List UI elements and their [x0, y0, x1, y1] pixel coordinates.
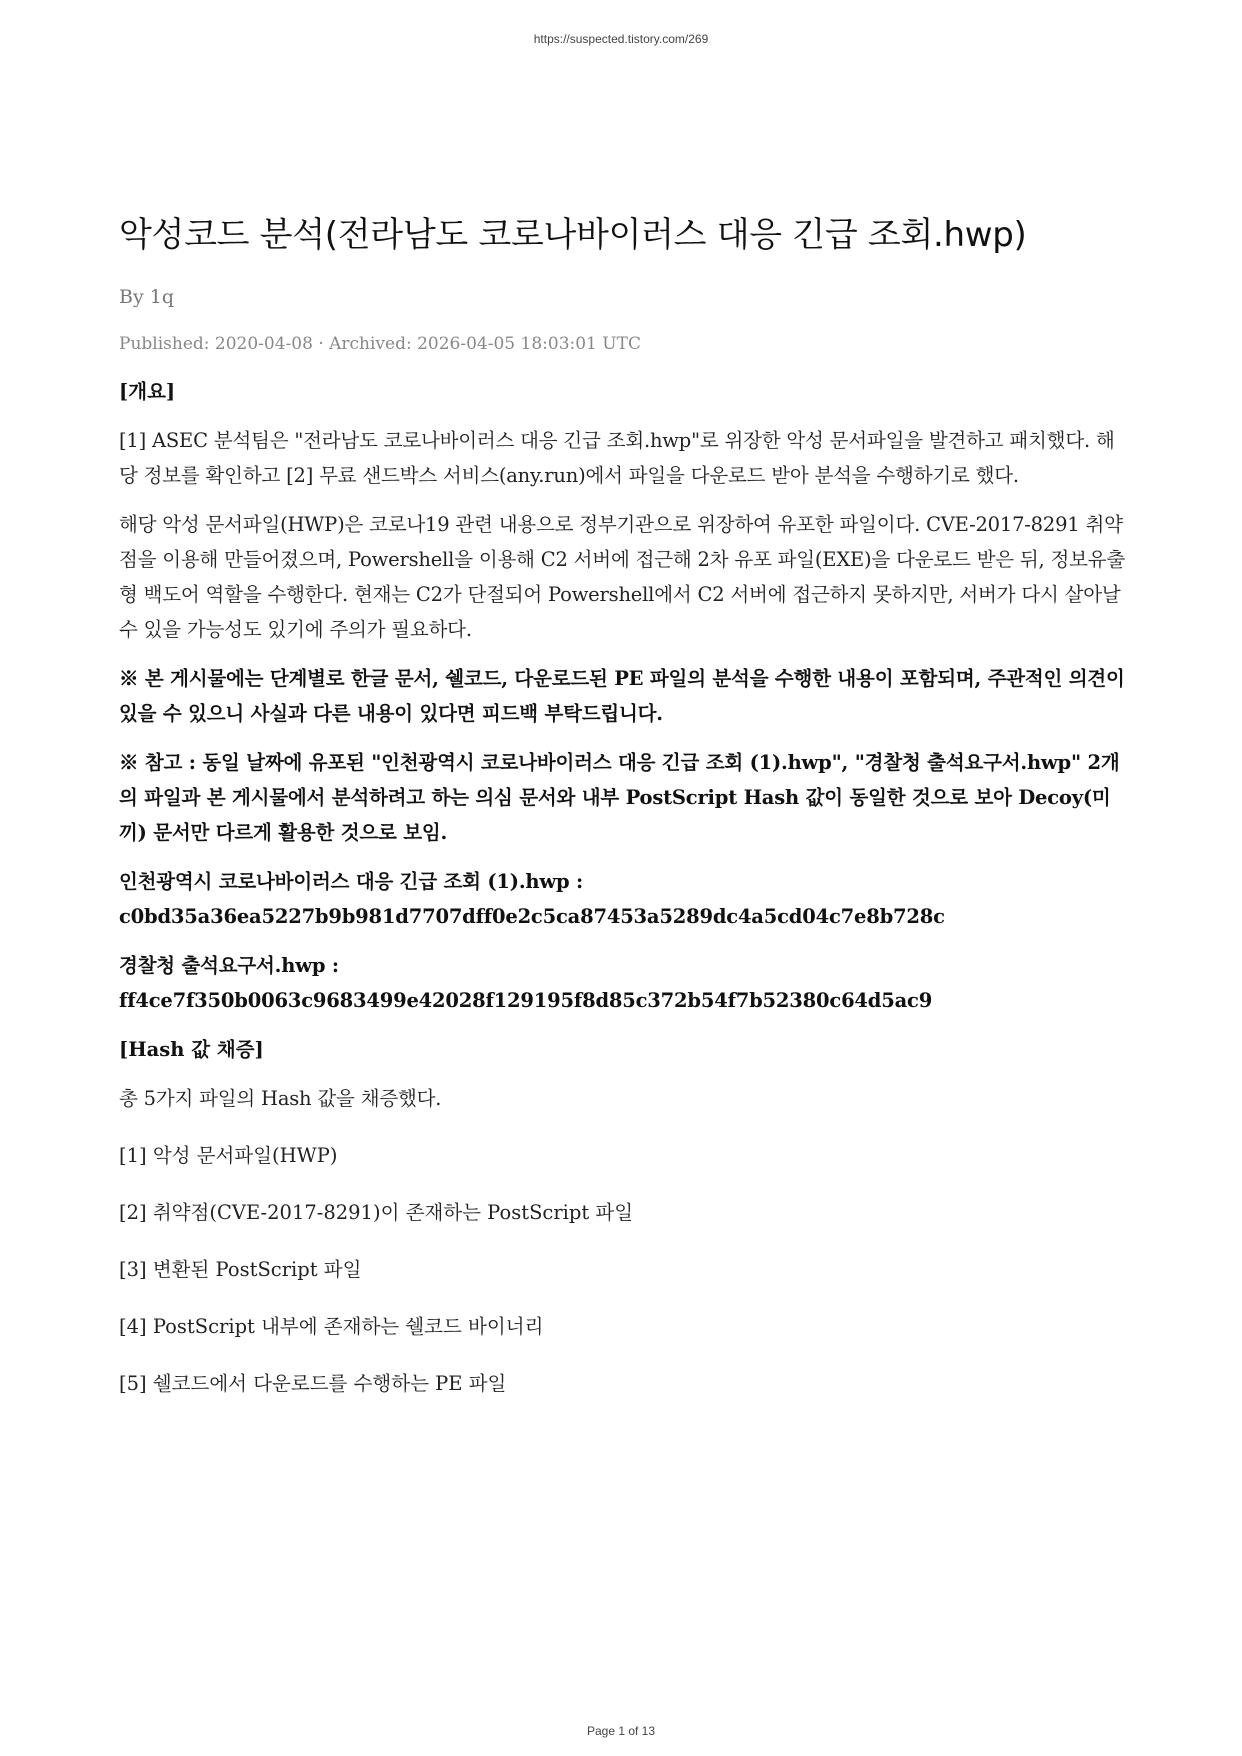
list-item: [2] 취약점(CVE-2017-8291)이 존재하는 PostScript 파일 — [119, 1201, 634, 1224]
hash-incheon — [119, 864, 1129, 934]
hash-intro: 총 5가지 파일의 Hash 값을 채증했다. — [119, 1087, 442, 1110]
page-number: Page 1 of 13 — [586, 1724, 656, 1738]
page-url: https://suspected.tistory.com/269 — [533, 32, 709, 46]
overview-heading: [개요] — [119, 380, 176, 403]
list-item: [5] 쉘코드에서 다운로드를 수행하는 PE 파일 — [119, 1372, 507, 1395]
page-title: 악성코드 분석(전라남도 코로나바이러스 대응 긴급 조회.hwp) — [119, 215, 1027, 255]
list-item: [1] 악성 문서파일(HWP) — [119, 1144, 338, 1167]
hash-incheon-value: c0bd35a36ea5227b9b981d7707dff0e2c5ca87453a5289dc4a5cd04c7e8b728c — [119, 905, 945, 928]
intro-paragraph: [1] ASEC 분석팀은 "전라남도 코로나바이러스 대응 긴급 조회.hwp"로 위장한 악성 문서파일을 발견하고 패치했다. 해당 정보를 확인하고 [2] 무료 샌드박스 서비스(any.run)에서 파일을 다운로드 받아 분석을 수행하기로 했다. — [119, 429, 1115, 487]
notice-paragraph: ※ 본 게시물에는 단계별로 한글 문서, 쉘코드, 다운로드된 PE 파일의 분석을 수행한 내용이 포함되며, 주관적인 의견이 있을 수 있으니 사실과 다른 내용이 있다면 피드백 부탁드립니다. — [119, 667, 1125, 725]
hash-section-heading: [Hash 값 채증] — [119, 1038, 264, 1061]
hash-police: 경찰청 출석요구서.hwp : ff4ce7f350b0063c9683499e42028f129195f8d85c372b54f7b52380c64d5ac9 — [119, 954, 933, 1012]
reference-paragraph: ※ 참고 : 동일 날짜에 유포된 "인천광역시 코로나바이러스 대응 긴급 조회 (1).hwp", "경찰청 출석요구서.hwp" 2개의 파일과 본 게시물에서 분석하려고 하는 의심 문서와 내부 PostScript Hash 값이 동일한 것으로 보아 Decoy(미끼) 문서만 다르게 활용한 것으로 보임. — [119, 751, 1120, 844]
list-item: [4] PostScript 내부에 존재하는 쉘코드 바이너리 — [119, 1315, 544, 1338]
byline: By 1q — [119, 286, 174, 308]
hash-incheon-label: 인천광역시 코로나바이러스 대응 긴급 조회 (1).hwp : — [119, 870, 584, 893]
publish-meta: Published: 2020-04-08 · Archived: 2026-04-05 18:03:01 UTC — [119, 334, 641, 354]
article — [119, 212, 1129, 1401]
description-paragraph: 해당 악성 문서파일(HWP)은 코로나19 관련 내용으로 정부기관으로 위장하여 유포한 파일이다. CVE-2017-8291 취약점을 이용해 만들어졌으며, Powershell을 이용해 C2 서버에 접근해 2차 유포 파일(EXE)을 다운로드 받은 뒤, 정보유출형 백도어 역할을 수행한다. 현재는 C2가 단절되어 Powershell에서 C2 서버에 접근하지 못하지만, 서버가 다시 살아날 수 있을 가능성도 있기에 주의가 필요하다. — [119, 513, 1126, 641]
list-item: [3] 변환된 PostScript 파일 — [119, 1258, 362, 1281]
